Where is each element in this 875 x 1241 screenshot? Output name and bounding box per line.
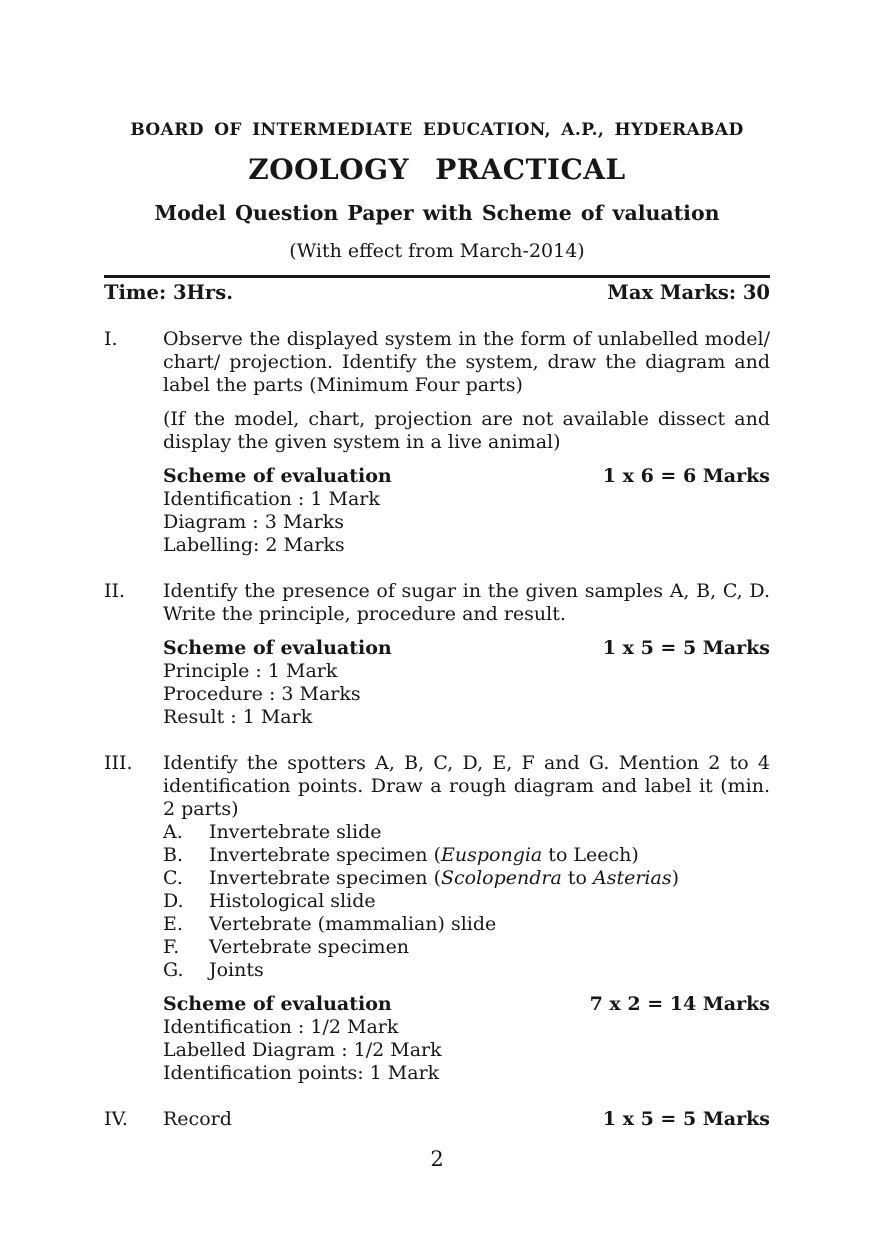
spotter-text-segment: to bbox=[561, 867, 593, 889]
marks-value: 1 x 6 = 6 Marks bbox=[602, 465, 770, 487]
spotter-letter: D. bbox=[163, 890, 184, 912]
scheme-item: Labelling: 2 Marks bbox=[163, 534, 345, 556]
spotter-letter: E. bbox=[163, 913, 183, 935]
scheme-of-evaluation-row bbox=[163, 637, 770, 660]
scheme-label: Scheme of evaluation bbox=[163, 465, 392, 487]
question-paragraph: Identify the presence of sugar in the given samples A, B, C, D. Write the principle, procedure and result. bbox=[163, 580, 770, 625]
scheme-item: Procedure : 3 Marks bbox=[163, 683, 361, 705]
question-text: Record bbox=[163, 1108, 232, 1130]
max-marks-label: Max Marks: 30 bbox=[607, 281, 770, 304]
subtitle: Model Question Paper with Scheme of valuation bbox=[154, 201, 720, 225]
spotter-text bbox=[209, 821, 770, 844]
section-body bbox=[163, 1108, 770, 1131]
scheme-of-evaluation-row bbox=[163, 465, 770, 488]
spotter-letter: B. bbox=[163, 844, 184, 866]
question-section-3 bbox=[104, 752, 770, 1085]
scheme-item: Identification : 1/2 Mark bbox=[163, 1016, 399, 1038]
spotter-text-segment: Invertebrate specimen ( bbox=[209, 867, 441, 889]
page-number: 2 bbox=[430, 1147, 444, 1171]
spotter-text bbox=[209, 913, 770, 936]
spotter-letter: G. bbox=[163, 959, 184, 981]
marks-value: 1 x 5 = 5 Marks bbox=[602, 1108, 770, 1130]
section-body bbox=[163, 752, 770, 1085]
spotter-text bbox=[209, 936, 770, 959]
section-numeral: III. bbox=[104, 752, 133, 774]
question-paragraph: Identify the spotters A, B, C, D, E, F and G. Mention 2 to 4 identification points. Draw a rough diagram and label it (min. 2 parts) bbox=[163, 752, 770, 820]
page-content bbox=[104, 0, 770, 1172]
time-marks-row bbox=[104, 281, 770, 305]
scheme-label: Scheme of evaluation bbox=[163, 637, 392, 659]
record-row bbox=[163, 1108, 770, 1131]
spotter-text bbox=[209, 959, 770, 982]
questions-list bbox=[104, 328, 770, 1131]
species-name: Euspongia bbox=[441, 844, 543, 866]
divider-rule bbox=[104, 275, 770, 278]
spotter-item bbox=[163, 890, 770, 913]
question-paragraph: (If the model, chart, projection are not available dissect and display the given system in a live animal) bbox=[163, 408, 770, 453]
question-section-2 bbox=[104, 580, 770, 729]
spotter-item bbox=[163, 867, 770, 890]
spotter-text-segment: Invertebrate slide bbox=[209, 821, 382, 843]
effective-date-note: (With effect from March-2014) bbox=[289, 240, 585, 262]
spotter-item bbox=[163, 936, 770, 959]
scheme-item: Result : 1 Mark bbox=[163, 706, 313, 728]
species-name: Asterias bbox=[592, 867, 672, 889]
question-paragraph: Observe the displayed system in the form of unlabelled model/ chart/ projection. Identify the system, draw the diagram and label the parts (Minimum Four parts) bbox=[163, 328, 770, 396]
scheme-item: Identification : 1 Mark bbox=[163, 488, 380, 510]
time-label: Time: 3Hrs. bbox=[104, 281, 233, 304]
board-name: BOARD OF INTERMEDIATE EDUCATION, A.P., HYDERABAD bbox=[130, 120, 744, 140]
spotter-text-segment: Histological slide bbox=[209, 890, 376, 912]
spotter-text bbox=[209, 867, 770, 890]
marks-value: 7 x 2 = 14 Marks bbox=[589, 993, 770, 1015]
spotter-text-segment: Joints bbox=[209, 959, 264, 981]
section-numeral: IV. bbox=[104, 1108, 128, 1130]
spotter-text-segment: to Leech) bbox=[542, 844, 639, 866]
question-section-1 bbox=[104, 328, 770, 557]
spotter-item bbox=[163, 959, 770, 982]
spotter-item bbox=[163, 821, 770, 844]
section-numeral: II. bbox=[104, 580, 126, 602]
spotter-letter: A. bbox=[163, 821, 183, 843]
marks-value: 1 x 5 = 5 Marks bbox=[602, 637, 770, 659]
page-title: ZOOLOGY PRACTICAL bbox=[248, 153, 626, 186]
spotter-item bbox=[163, 913, 770, 936]
spotter-letter: F. bbox=[163, 936, 180, 958]
scheme-item: Labelled Diagram : 1/2 Mark bbox=[163, 1039, 442, 1061]
spotter-text bbox=[209, 844, 770, 867]
spotter-text-segment: Vertebrate (mammalian) slide bbox=[209, 913, 497, 935]
scheme-item: Diagram : 3 Marks bbox=[163, 511, 344, 533]
species-name: Scolopendra bbox=[441, 867, 562, 889]
section-body bbox=[163, 580, 770, 729]
spotter-text-segment: ) bbox=[671, 867, 679, 889]
scheme-label: Scheme of evaluation bbox=[163, 993, 392, 1015]
spotter-text-segment: Invertebrate specimen ( bbox=[209, 844, 441, 866]
spotter-text bbox=[209, 890, 770, 913]
spotter-letter: C. bbox=[163, 867, 183, 889]
spotter-item bbox=[163, 844, 770, 867]
scheme-item: Principle : 1 Mark bbox=[163, 660, 338, 682]
scheme-of-evaluation-row bbox=[163, 993, 770, 1016]
scheme-item: Identification points: 1 Mark bbox=[163, 1062, 440, 1084]
spotter-text-segment: Vertebrate specimen bbox=[209, 936, 410, 958]
section-body bbox=[163, 328, 770, 557]
question-section-4 bbox=[104, 1108, 770, 1131]
section-numeral: I. bbox=[104, 328, 118, 350]
